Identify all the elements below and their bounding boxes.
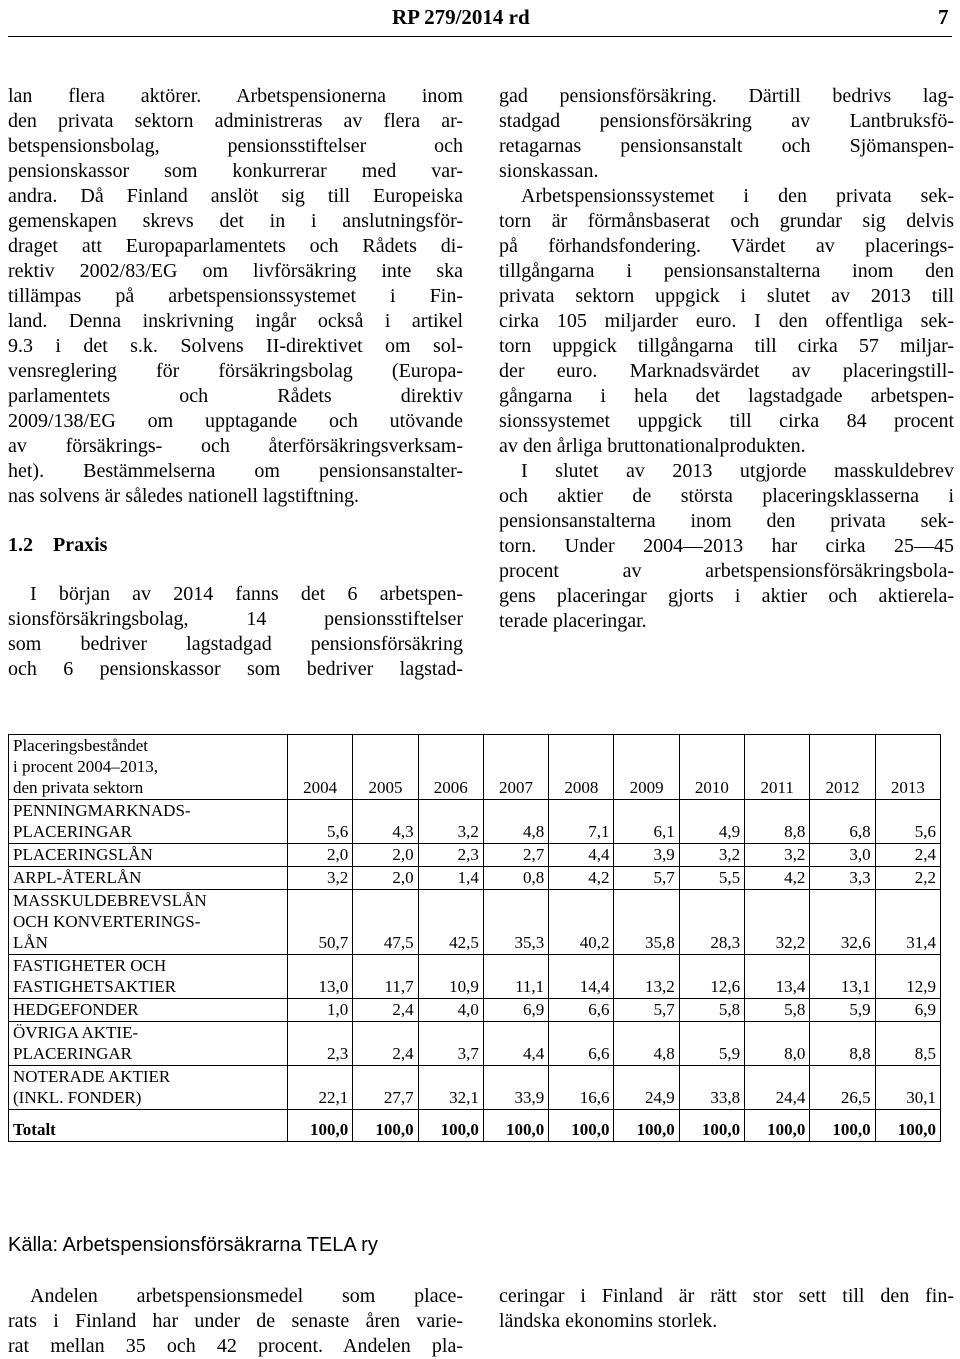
text-line: privata sektorn uppgick i slutet av 2013 till [499, 285, 954, 307]
value-cell: 3,2 [679, 844, 744, 867]
right-text-column [499, 84, 954, 634]
left-paragraph-praxis [8, 582, 463, 682]
value-cell: 3,2 [288, 867, 353, 890]
row-label-line: (INKL. FONDER) [13, 1088, 142, 1107]
value-cell: 7,1 [549, 800, 614, 844]
value-cell: 6,8 [810, 800, 875, 844]
value-cell: 13,4 [745, 955, 810, 999]
value-cell: 4,9 [679, 800, 744, 844]
text-line: rat mellan 35 och 42 procent. Andelen pla- [8, 1335, 463, 1357]
value-cell: 12,6 [679, 955, 744, 999]
value-cell: 2,2 [875, 867, 940, 890]
value-cell: 30,1 [875, 1066, 940, 1110]
value-cell: 4,2 [745, 867, 810, 890]
text-line: gångarna i hela det lagstadgade arbetspen- [499, 385, 954, 407]
text-line: ceringar i Finland är rätt stor sett till den fin- [499, 1285, 954, 1307]
text-line: torn. Under 2004—2013 har cirka 25—45 [499, 535, 954, 557]
value-cell: 16,6 [549, 1066, 614, 1110]
value-cell: 32,6 [810, 890, 875, 955]
table-row [9, 955, 941, 999]
row-label [9, 890, 288, 955]
value-cell: 47,5 [353, 890, 418, 955]
value-cell: 31,4 [875, 890, 940, 955]
text-line: torn uppgick tillgångarna till cirka 57 miljar- [499, 335, 954, 357]
value-cell: 2,7 [483, 844, 548, 867]
value-cell: 12,9 [875, 955, 940, 999]
value-cell: 50,7 [288, 890, 353, 955]
value-cell: 35,3 [483, 890, 548, 955]
value-cell: 2,0 [353, 844, 418, 867]
left-paragraph [8, 84, 463, 509]
value-cell: 5,9 [810, 999, 875, 1022]
row-label-line: PLACERINGAR [13, 1044, 133, 1063]
text-line: ländska ekonomins storlek. [499, 1310, 718, 1332]
value-cell: 4,3 [353, 800, 418, 844]
text-line: vensreglering för försäkringsbolag (Europa- [8, 360, 463, 382]
value-cell: 5,7 [614, 867, 679, 890]
value-cell: 3,7 [418, 1022, 483, 1066]
row-label-line: FASTIGHETSAKTIER [13, 977, 177, 996]
text-line: gens placeringar gjorts i aktier och aktierela- [499, 585, 954, 607]
value-cell: 2,4 [353, 999, 418, 1022]
value-cell: 4,0 [418, 999, 483, 1022]
bottom-left-column [8, 1284, 463, 1359]
row-label-line: NOTERADE AKTIER [13, 1067, 171, 1086]
value-cell: 4,2 [549, 867, 614, 890]
text-line: parlamentets och Rådets direktiv [8, 385, 463, 407]
row-label-line: LÅN [13, 933, 48, 952]
value-cell: 11,1 [483, 955, 548, 999]
value-cell: 2,0 [353, 867, 418, 890]
text-line: rektiv 2002/83/EG om livförsäkring inte ska [8, 260, 463, 282]
text-line: land. Denna inskrivning ingår också i artikel [8, 310, 463, 332]
row-label [9, 955, 288, 999]
value-cell: 5,6 [875, 800, 940, 844]
table-caption [9, 735, 288, 800]
value-cell: 5,7 [614, 999, 679, 1022]
row-label-line: ARPL-ÅTERLÅN [13, 868, 142, 887]
value-cell: 32,1 [418, 1066, 483, 1110]
caption-line: i procent 2004–2013, [13, 757, 158, 776]
value-cell: 35,8 [614, 890, 679, 955]
row-label [9, 844, 288, 867]
value-cell: 6,6 [549, 1022, 614, 1066]
text-line: draget att Europaparlamentets och Rådets di- [8, 235, 463, 257]
value-cell: 6,9 [875, 999, 940, 1022]
total-value-cell: 100,0 [353, 1110, 418, 1142]
row-label [9, 999, 288, 1022]
text-line: 2009/138/EG om upptagande och utövande [8, 410, 463, 432]
text-line: sionsförsäkringsbolag, 14 pensionsstiftelser [8, 608, 463, 630]
text-line: stadgad pensionsförsäkring av Lantbruksfö- [499, 110, 954, 132]
value-cell: 33,9 [483, 1066, 548, 1110]
text-line: andra. Då Finland anslöt sig till Europeiska [8, 185, 463, 207]
text-line: gemenskapen skrevs det in i anslutningsför- [8, 210, 463, 232]
value-cell: 13,0 [288, 955, 353, 999]
value-cell: 13,2 [614, 955, 679, 999]
text-line: terade placeringar. [499, 610, 647, 632]
text-line: den privata sektorn administreras av flera ar- [8, 110, 463, 132]
total-row [9, 1110, 941, 1142]
value-cell: 5,8 [745, 999, 810, 1022]
text-line: rats i Finland har under de senaste åren varie- [8, 1310, 463, 1332]
text-line: Arbetspensionssystemet i den privata sek- [521, 185, 954, 207]
value-cell: 6,6 [549, 999, 614, 1022]
text-line: retagarnas pensionsanstalt och Sjömanspen- [499, 135, 954, 157]
value-cell: 2,0 [288, 844, 353, 867]
year-header: 2004 [288, 735, 353, 800]
value-cell: 26,5 [810, 1066, 875, 1110]
row-label-line: PENNINGMARKNADS- [13, 801, 191, 820]
row-label-line: HEDGEFONDER [13, 1000, 139, 1019]
total-value-cell: 100,0 [810, 1110, 875, 1142]
value-cell: 13,1 [810, 955, 875, 999]
total-value-cell: 100,0 [549, 1110, 614, 1142]
value-cell: 1,4 [418, 867, 483, 890]
value-cell: 3,9 [614, 844, 679, 867]
value-cell: 28,3 [679, 890, 744, 955]
value-cell: 11,7 [353, 955, 418, 999]
value-cell: 5,5 [679, 867, 744, 890]
document-id: RP 279/2014 rd [392, 5, 530, 29]
value-cell: 3,0 [810, 844, 875, 867]
year-header: 2008 [549, 735, 614, 800]
text-line: der euro. Marknadsvärdet av placeringstill- [499, 360, 954, 382]
year-header: 2009 [614, 735, 679, 800]
table-row [9, 999, 941, 1022]
row-label-line: ÖVRIGA AKTIE- [13, 1023, 139, 1042]
value-cell: 5,9 [679, 1022, 744, 1066]
value-cell: 8,8 [810, 1022, 875, 1066]
text-line: av den årliga bruttonationalprodukten. [499, 435, 806, 457]
text-line: pensionsanstalterna inom den privata sek- [499, 510, 954, 532]
value-cell: 22,1 [288, 1066, 353, 1110]
text-line: på förhandsfondering. Värdet av placerings- [499, 235, 954, 257]
text-line: cirka 105 miljarder euro. I den offentliga sek- [499, 310, 954, 332]
value-cell: 6,9 [483, 999, 548, 1022]
value-cell: 0,8 [483, 867, 548, 890]
value-cell: 2,4 [353, 1022, 418, 1066]
text-line: och 6 pensionskassor som bedriver lagstad- [8, 658, 463, 680]
text-line: sionssystemet uppgick till cirka 84 procent [499, 410, 954, 432]
value-cell: 24,4 [745, 1066, 810, 1110]
table-row [9, 844, 941, 867]
text-line: och aktier de största placeringsklasserna i [499, 485, 954, 507]
total-value-cell: 100,0 [418, 1110, 483, 1142]
table-source: Källa: Arbetspensionsförsäkrarna TELA ry [8, 1234, 378, 1256]
year-header: 2007 [483, 735, 548, 800]
table-row [9, 867, 941, 890]
total-value-cell: 100,0 [875, 1110, 940, 1142]
table-row [9, 1022, 941, 1066]
text-line: torn är förmånsbaserat och grundar sig delvis [499, 210, 954, 232]
value-cell: 33,8 [679, 1066, 744, 1110]
value-cell: 3,3 [810, 867, 875, 890]
value-cell: 40,2 [549, 890, 614, 955]
text-line: av försäkrings- och återförsäkringsverksam- [8, 435, 463, 457]
text-line: het). Bestämmelserna om pensionsanstalter- [8, 460, 463, 482]
text-line: Andelen arbetspensionsmedel som place- [30, 1285, 463, 1307]
placement-table [8, 734, 941, 1142]
total-value-cell: 100,0 [288, 1110, 353, 1142]
text-line: lan flera aktörer. Arbetspensionerna inom [8, 85, 463, 107]
total-value-cell: 100,0 [614, 1110, 679, 1142]
row-label [9, 867, 288, 890]
row-label [9, 1066, 288, 1110]
section-heading: 1.2 Praxis [8, 534, 108, 556]
value-cell: 10,9 [418, 955, 483, 999]
text-line: betspensionsbolag, pensionsstiftelser och [8, 135, 463, 157]
total-value-cell: 100,0 [679, 1110, 744, 1142]
left-text-column [8, 84, 463, 682]
value-cell: 4,4 [483, 1022, 548, 1066]
year-header: 2012 [810, 735, 875, 800]
value-cell: 5,8 [679, 999, 744, 1022]
value-cell: 5,6 [288, 800, 353, 844]
year-header: 2010 [679, 735, 744, 800]
value-cell: 2,3 [288, 1022, 353, 1066]
caption-line: den privata sektorn [13, 778, 144, 797]
row-label-line: FASTIGHETER OCH [13, 956, 167, 975]
row-label-line: PLACERINGSLÅN [13, 845, 153, 864]
value-cell: 4,8 [483, 800, 548, 844]
value-cell: 4,4 [549, 844, 614, 867]
value-cell: 6,1 [614, 800, 679, 844]
text-line: procent av arbetspensionsförsäkringsbola- [499, 560, 954, 582]
row-label-line: OCH KONVERTERINGS- [13, 912, 201, 931]
year-header: 2005 [353, 735, 418, 800]
year-header: 2013 [875, 735, 940, 800]
total-value-cell: 100,0 [745, 1110, 810, 1142]
text-line: sionskassan. [499, 160, 599, 182]
value-cell: 14,4 [549, 955, 614, 999]
total-label: Totalt [9, 1110, 288, 1142]
value-cell: 2,3 [418, 844, 483, 867]
text-line: I början av 2014 fanns det 6 arbetspen- [30, 583, 463, 605]
value-cell: 3,2 [745, 844, 810, 867]
text-line: pensionskassor som konkurrerar med var- [8, 160, 463, 182]
year-header: 2006 [418, 735, 483, 800]
value-cell: 8,0 [745, 1022, 810, 1066]
value-cell: 2,4 [875, 844, 940, 867]
total-value-cell: 100,0 [483, 1110, 548, 1142]
value-cell: 27,7 [353, 1066, 418, 1110]
text-line: 9.3 i det s.k. Solvens II-direktivet om sol- [8, 335, 463, 357]
table-row [9, 1066, 941, 1110]
text-line: nas solvens är således nationell lagstiftning. [8, 485, 360, 507]
row-label-line: MASSKULDEBREVSLÅN [13, 891, 207, 910]
table-row [9, 890, 941, 955]
value-cell: 32,2 [745, 890, 810, 955]
text-line: gad pensionsförsäkring. Därtill bedrivs lag- [499, 85, 954, 107]
year-header: 2011 [745, 735, 810, 800]
value-cell: 24,9 [614, 1066, 679, 1110]
row-label-line: PLACERINGAR [13, 822, 133, 841]
caption-line: Placeringsbeståndet [13, 736, 149, 755]
text-line: som bedriver lagstadgad pensionsförsäkring [8, 633, 463, 655]
value-cell: 42,5 [418, 890, 483, 955]
row-label [9, 1022, 288, 1066]
text-line: tillgångarna i pensionsanstalterna inom den [499, 260, 954, 282]
text-line: tillämpas på arbetspensionssystemet i Fin- [8, 285, 463, 307]
table-header-row [9, 735, 941, 800]
row-label [9, 800, 288, 844]
value-cell: 3,2 [418, 800, 483, 844]
value-cell: 4,8 [614, 1022, 679, 1066]
value-cell: 8,5 [875, 1022, 940, 1066]
bottom-right-column [499, 1284, 954, 1334]
header-rule [8, 36, 952, 37]
value-cell: 8,8 [745, 800, 810, 844]
table-row [9, 800, 941, 844]
value-cell: 1,0 [288, 999, 353, 1022]
page-number: 7 [938, 5, 949, 29]
text-line: I slutet av 2013 utgjorde masskuldebrev [521, 460, 954, 482]
